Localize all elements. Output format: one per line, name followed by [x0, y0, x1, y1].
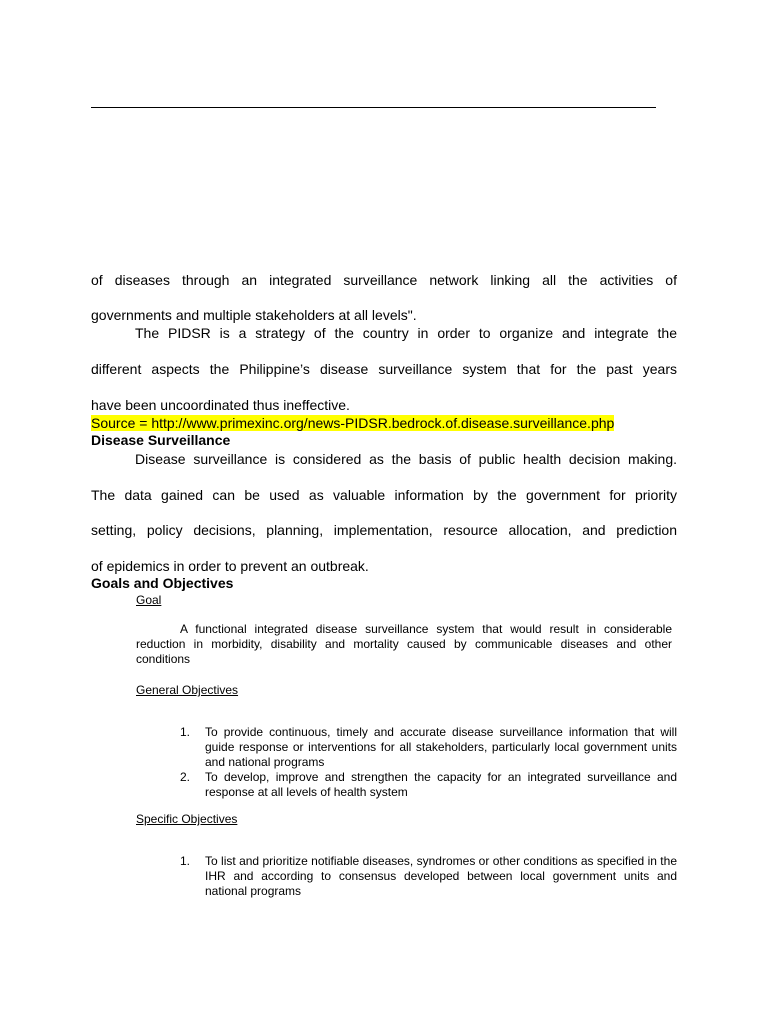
general-objectives-subheading: General Objectives: [136, 683, 239, 697]
horizontal-rule: [91, 107, 656, 108]
list-number: 2.: [180, 770, 191, 784]
paragraph-line: different aspects the Philippine’s disease surveillance system that for the past years: [91, 361, 677, 377]
list-number: 1.: [180, 854, 191, 868]
list-item: [180, 725, 677, 770]
specific-objectives-subheading: Specific Objectives: [136, 812, 238, 826]
list-item-text: To list and prioritize notifiable diseases, syndromes or other conditions as specified in the IHR and according to consensus developed between local government units and national programs: [205, 854, 677, 898]
source-highlight: Source = http://www.primexinc.org/news-PIDSR.bedrock.of.disease.surveillance.php: [91, 415, 615, 431]
list-number: 1.: [180, 725, 191, 739]
section-heading: Disease Surveillance: [91, 432, 231, 448]
paragraph-line: of diseases through an integrated surveillance network linking all the activities of: [91, 272, 677, 288]
list-item: [180, 770, 677, 800]
paragraph-line: have been uncoordinated thus ineffective.: [91, 397, 350, 413]
paragraph-line: setting, policy decisions, planning, implementation, resource allocation, and prediction: [91, 522, 677, 538]
goal-subheading: Goal: [136, 593, 162, 607]
list-item-text: To develop, improve and strengthen the capacity for an integrated surveillance and response at all levels of health system: [205, 770, 677, 799]
general-objectives-list: [180, 725, 677, 800]
goal-paragraph: A functional integrated disease surveillance system that would result in considerable reduction in morbidity, disability and mortality caused by communicable diseases and other conditions: [136, 622, 672, 666]
paragraph-line: The PIDSR is a strategy of the country in order to organize and integrate the: [135, 325, 677, 341]
paragraph-line: of epidemics in order to prevent an outbreak.: [91, 558, 369, 574]
list-item: [180, 854, 677, 899]
section-heading: Goals and Objectives: [91, 575, 234, 591]
source-line: [91, 415, 677, 432]
paragraph-line: governments and multiple stakeholders at all levels".: [91, 307, 417, 323]
paragraph-line: The data gained can be used as valuable information by the government for priority: [91, 487, 677, 503]
list-item-text: To provide continuous, timely and accurate disease surveillance information that will guide response or interventions for all stakeholders, particularly local government units and national programs: [205, 725, 677, 769]
paragraph-line: Disease surveillance is considered as the basis of public health decision making.: [135, 451, 677, 467]
specific-objectives-list: [180, 854, 677, 899]
